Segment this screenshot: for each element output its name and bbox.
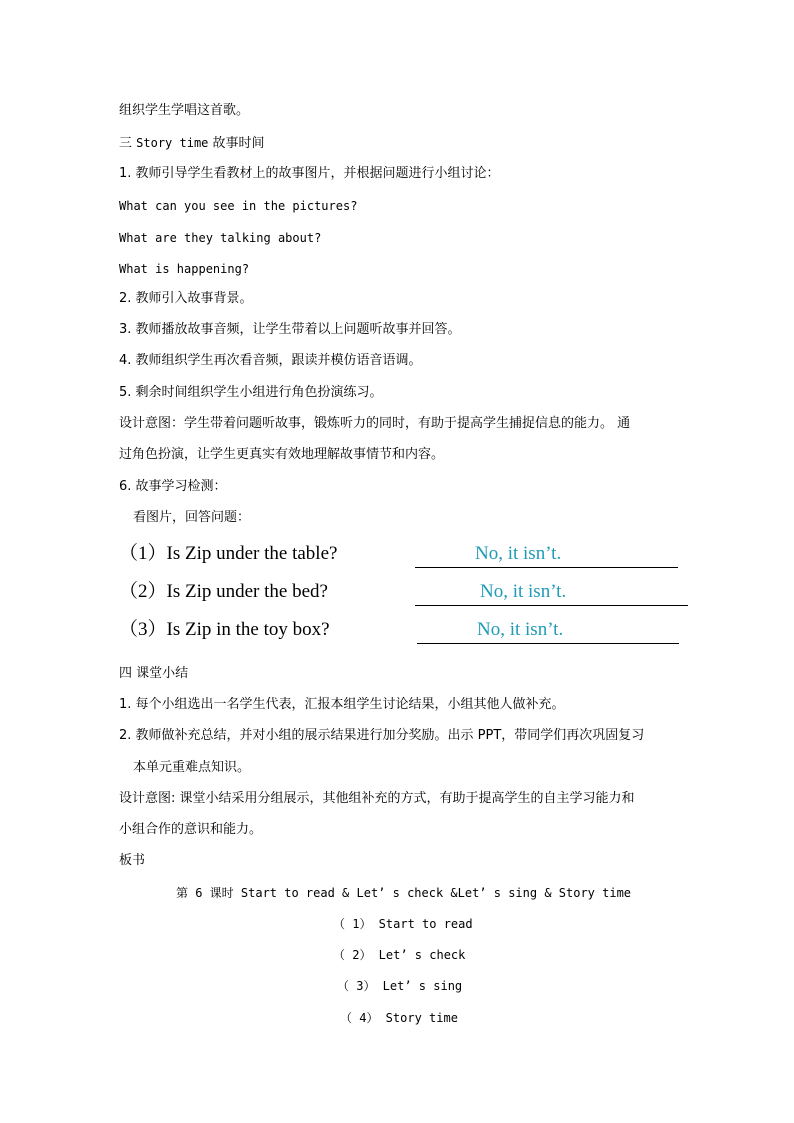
section4-item2-line1: 2. 教师做补充总结，并对小组的展示结果进行加分奖励。出示 PPT，带同学们再次巩固复习 <box>119 728 645 743</box>
section4-heading: 四 课堂小结 <box>119 666 189 681</box>
section3-step5: 5. 剩余时间组织学生小组进行角色扮演练习。 <box>119 385 383 400</box>
answer-underline <box>417 643 679 644</box>
quiz-answer: No, it isn’t. <box>475 543 562 564</box>
section3-step3: 3. 教师播放故事音频，让学生带着以上问题听故事并回答。 <box>119 322 461 337</box>
section2-end-text: 组织学生学唱这首歌。 <box>119 103 250 118</box>
section3-step4: 4. 教师组织学生再次看音频，跟读并模仿语音语调。 <box>119 353 422 368</box>
section3-step1: 1. 教师引导学生看教材上的故事图片，并根据问题进行小组讨论： <box>119 166 500 181</box>
discussion-question: What can you see in the pictures? <box>119 199 358 213</box>
section4-design-intent-line2: 小组合作的意识和能力。 <box>119 822 263 837</box>
section3-step6: 6. 故事学习检测： <box>119 479 227 494</box>
quiz-number: （1） <box>119 543 167 564</box>
quiz-answer: No, it isn’t. <box>477 619 564 640</box>
board-title: 第 6 课时 Start to read & Let’ s check &Let’ s sing & Story time <box>176 886 632 900</box>
section3-design-intent-line1: 设计意图：学生带着问题听故事，锻炼听力的同时，有助于提高学生捕捉信息的能力。 通 <box>119 416 631 431</box>
discussion-question: What is happening? <box>119 262 250 276</box>
discussion-question: What are they talking about? <box>119 231 322 245</box>
answer-underline <box>415 567 678 568</box>
section3-heading-num: 三 <box>119 136 133 151</box>
quiz-number: （3） <box>119 619 167 640</box>
board-item: （ 1） Start to read <box>333 917 473 931</box>
look-prompt: 看图片，回答问题： <box>133 510 251 525</box>
section4-item1: 1. 每个小组选出一名学生代表，汇报本组学生讨论结果，小组其他人做补充。 <box>119 697 565 712</box>
board-item: （ 4） Story time <box>340 1011 458 1025</box>
section3-heading-cn: 故事时间 <box>212 136 265 151</box>
quiz-question: Is Zip in the toy box? <box>166 619 330 640</box>
quiz-question: Is Zip under the table? <box>166 543 338 564</box>
section3-design-intent-line2: 过角色扮演，让学生更真实有效地理解故事情节和内容。 <box>119 447 445 462</box>
quiz-answer: No, it isn’t. <box>480 581 567 602</box>
section4-item2-line2: 本单元重难点知识。 <box>133 760 251 775</box>
board-item: （ 2） Let’ s check <box>333 948 466 962</box>
section3-heading-en: Story time <box>136 136 209 150</box>
quiz-question: Is Zip under the bed? <box>166 581 328 602</box>
quiz-number: （2） <box>119 581 167 602</box>
answer-underline <box>415 605 688 606</box>
board-heading: 板书 <box>119 853 146 868</box>
board-item: （ 3） Let’ s sing <box>337 979 463 993</box>
section4-design-intent-line1: 设计意图: 课堂小结采用分组展示，其他组补充的方式，有助于提高学生的自主学习能力和 <box>119 791 635 806</box>
section3-step2: 2. 教师引入故事背景。 <box>119 291 253 306</box>
section3-heading <box>119 135 265 152</box>
